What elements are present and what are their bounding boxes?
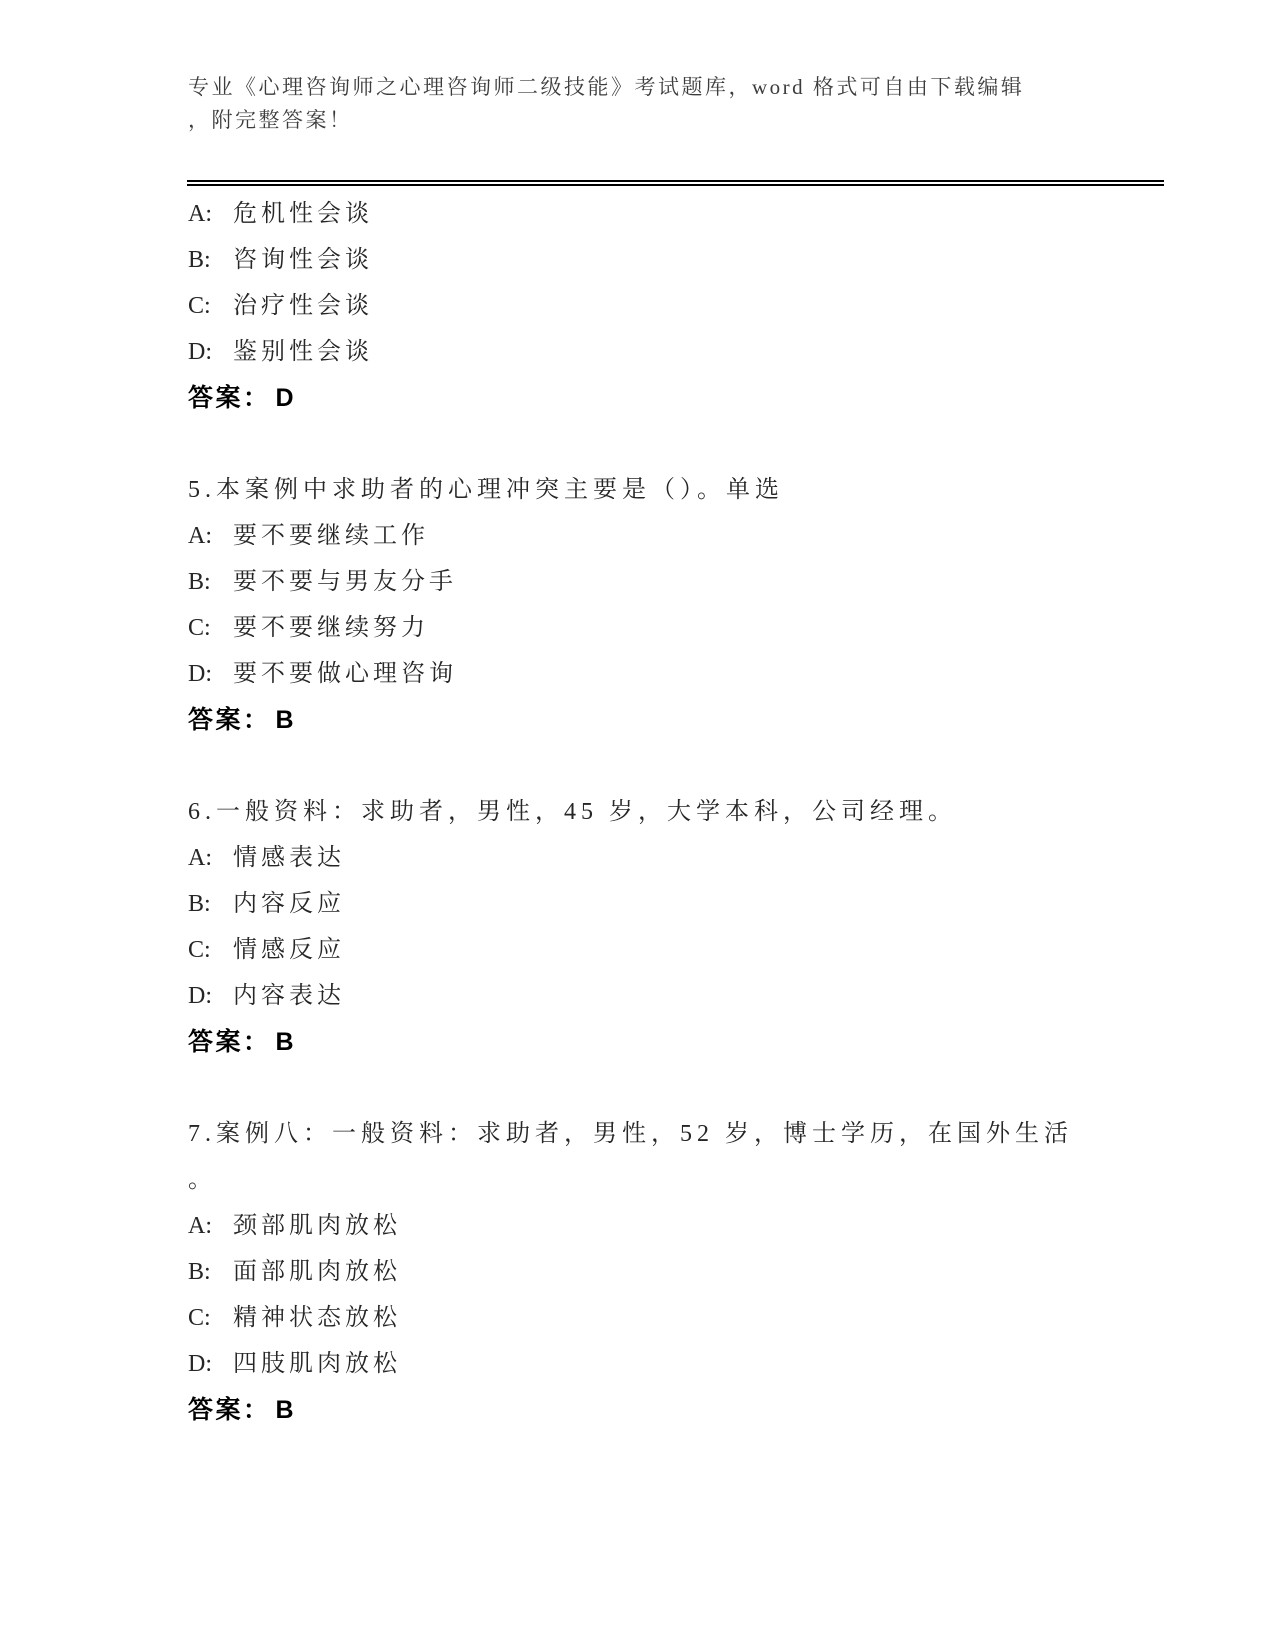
answer-value: B: [275, 706, 297, 734]
answer-label: 答案：: [188, 1028, 271, 1056]
option-label: B:: [188, 891, 211, 917]
option-text: 四肢肌肉放松: [233, 1351, 401, 1377]
question-stem: 7.案例八：一般资料：求助者，男性，52 岁，博士学历，在国外生活: [188, 1121, 1073, 1147]
option-label: B:: [188, 247, 211, 273]
option-label: D:: [188, 1351, 212, 1377]
option-row: [188, 881, 1148, 927]
option-label: D:: [188, 983, 212, 1009]
page-header: [188, 0, 1138, 137]
option-label: D:: [188, 661, 212, 687]
option-label: B:: [188, 569, 211, 595]
option-row: [188, 1295, 1148, 1341]
option-label: A:: [188, 201, 212, 227]
option-text: 要不要继续工作: [233, 523, 429, 549]
option-label: C:: [188, 293, 211, 319]
option-row: [188, 513, 1148, 559]
answer-label: 答案：: [188, 1396, 271, 1424]
answer-value: D: [275, 384, 297, 412]
option-text: 要不要继续努力: [233, 615, 429, 641]
question-stem: 6.一般资料：求助者，男性，45 岁，大学本科，公司经理。: [188, 799, 957, 825]
option-text: 危机性会谈: [233, 201, 373, 227]
option-text: 内容表达: [233, 983, 345, 1009]
option-text: 面部肌肉放松: [233, 1259, 401, 1285]
option-text: 内容反应: [233, 891, 345, 917]
option-text: 情感表达: [233, 845, 345, 871]
option-text: 情感反应: [233, 937, 345, 963]
option-label: A:: [188, 845, 212, 871]
option-row: [188, 237, 1148, 283]
option-row: [188, 1249, 1148, 1295]
answer-row: [188, 375, 1148, 421]
option-row: [188, 1341, 1148, 1387]
header-line-1: 专业《心理咨询师之心理咨询师二级技能》考试题库，word 格式可自由下载编辑: [188, 75, 1025, 99]
option-label: B:: [188, 1259, 211, 1285]
question-block-6: [188, 789, 1148, 1065]
option-text: 治疗性会谈: [233, 293, 373, 319]
question-stem-continuation: 。: [188, 1167, 217, 1193]
option-text: 颈部肌肉放松: [233, 1213, 401, 1239]
option-text: 要不要做心理咨询: [233, 661, 457, 687]
option-row: [188, 1203, 1148, 1249]
option-label: C:: [188, 1305, 211, 1331]
header-line-2: ，附完整答案！: [188, 108, 353, 132]
answer-row: [188, 1387, 1148, 1433]
answer-row: [188, 1019, 1148, 1065]
answer-row: [188, 697, 1148, 743]
option-row: [188, 559, 1148, 605]
option-label: A:: [188, 1213, 212, 1239]
option-row: [188, 927, 1148, 973]
answer-label: 答案：: [188, 706, 271, 734]
option-row: [188, 191, 1148, 237]
option-row: [188, 973, 1148, 1019]
question-list: [188, 191, 1148, 1433]
header-divider: [187, 180, 1164, 186]
option-label: C:: [188, 615, 211, 641]
option-text: 鉴别性会谈: [233, 339, 373, 365]
option-text: 咨询性会谈: [233, 247, 373, 273]
option-label: C:: [188, 937, 211, 963]
option-text: 要不要与男友分手: [233, 569, 457, 595]
question-block-5: [188, 467, 1148, 743]
question-block-7: [188, 1111, 1148, 1433]
answer-value: B: [275, 1028, 297, 1056]
option-label: D:: [188, 339, 212, 365]
option-row: [188, 283, 1148, 329]
question-stem: 5.本案例中求助者的心理冲突主要是（）。单选: [188, 477, 784, 503]
option-row: [188, 651, 1148, 697]
option-row: [188, 835, 1148, 881]
answer-value: B: [275, 1396, 297, 1424]
question-block-4: [188, 191, 1148, 421]
option-row: [188, 329, 1148, 375]
option-label: A:: [188, 523, 212, 549]
option-text: 精神状态放松: [233, 1305, 401, 1331]
option-row: [188, 605, 1148, 651]
answer-label: 答案：: [188, 384, 271, 412]
